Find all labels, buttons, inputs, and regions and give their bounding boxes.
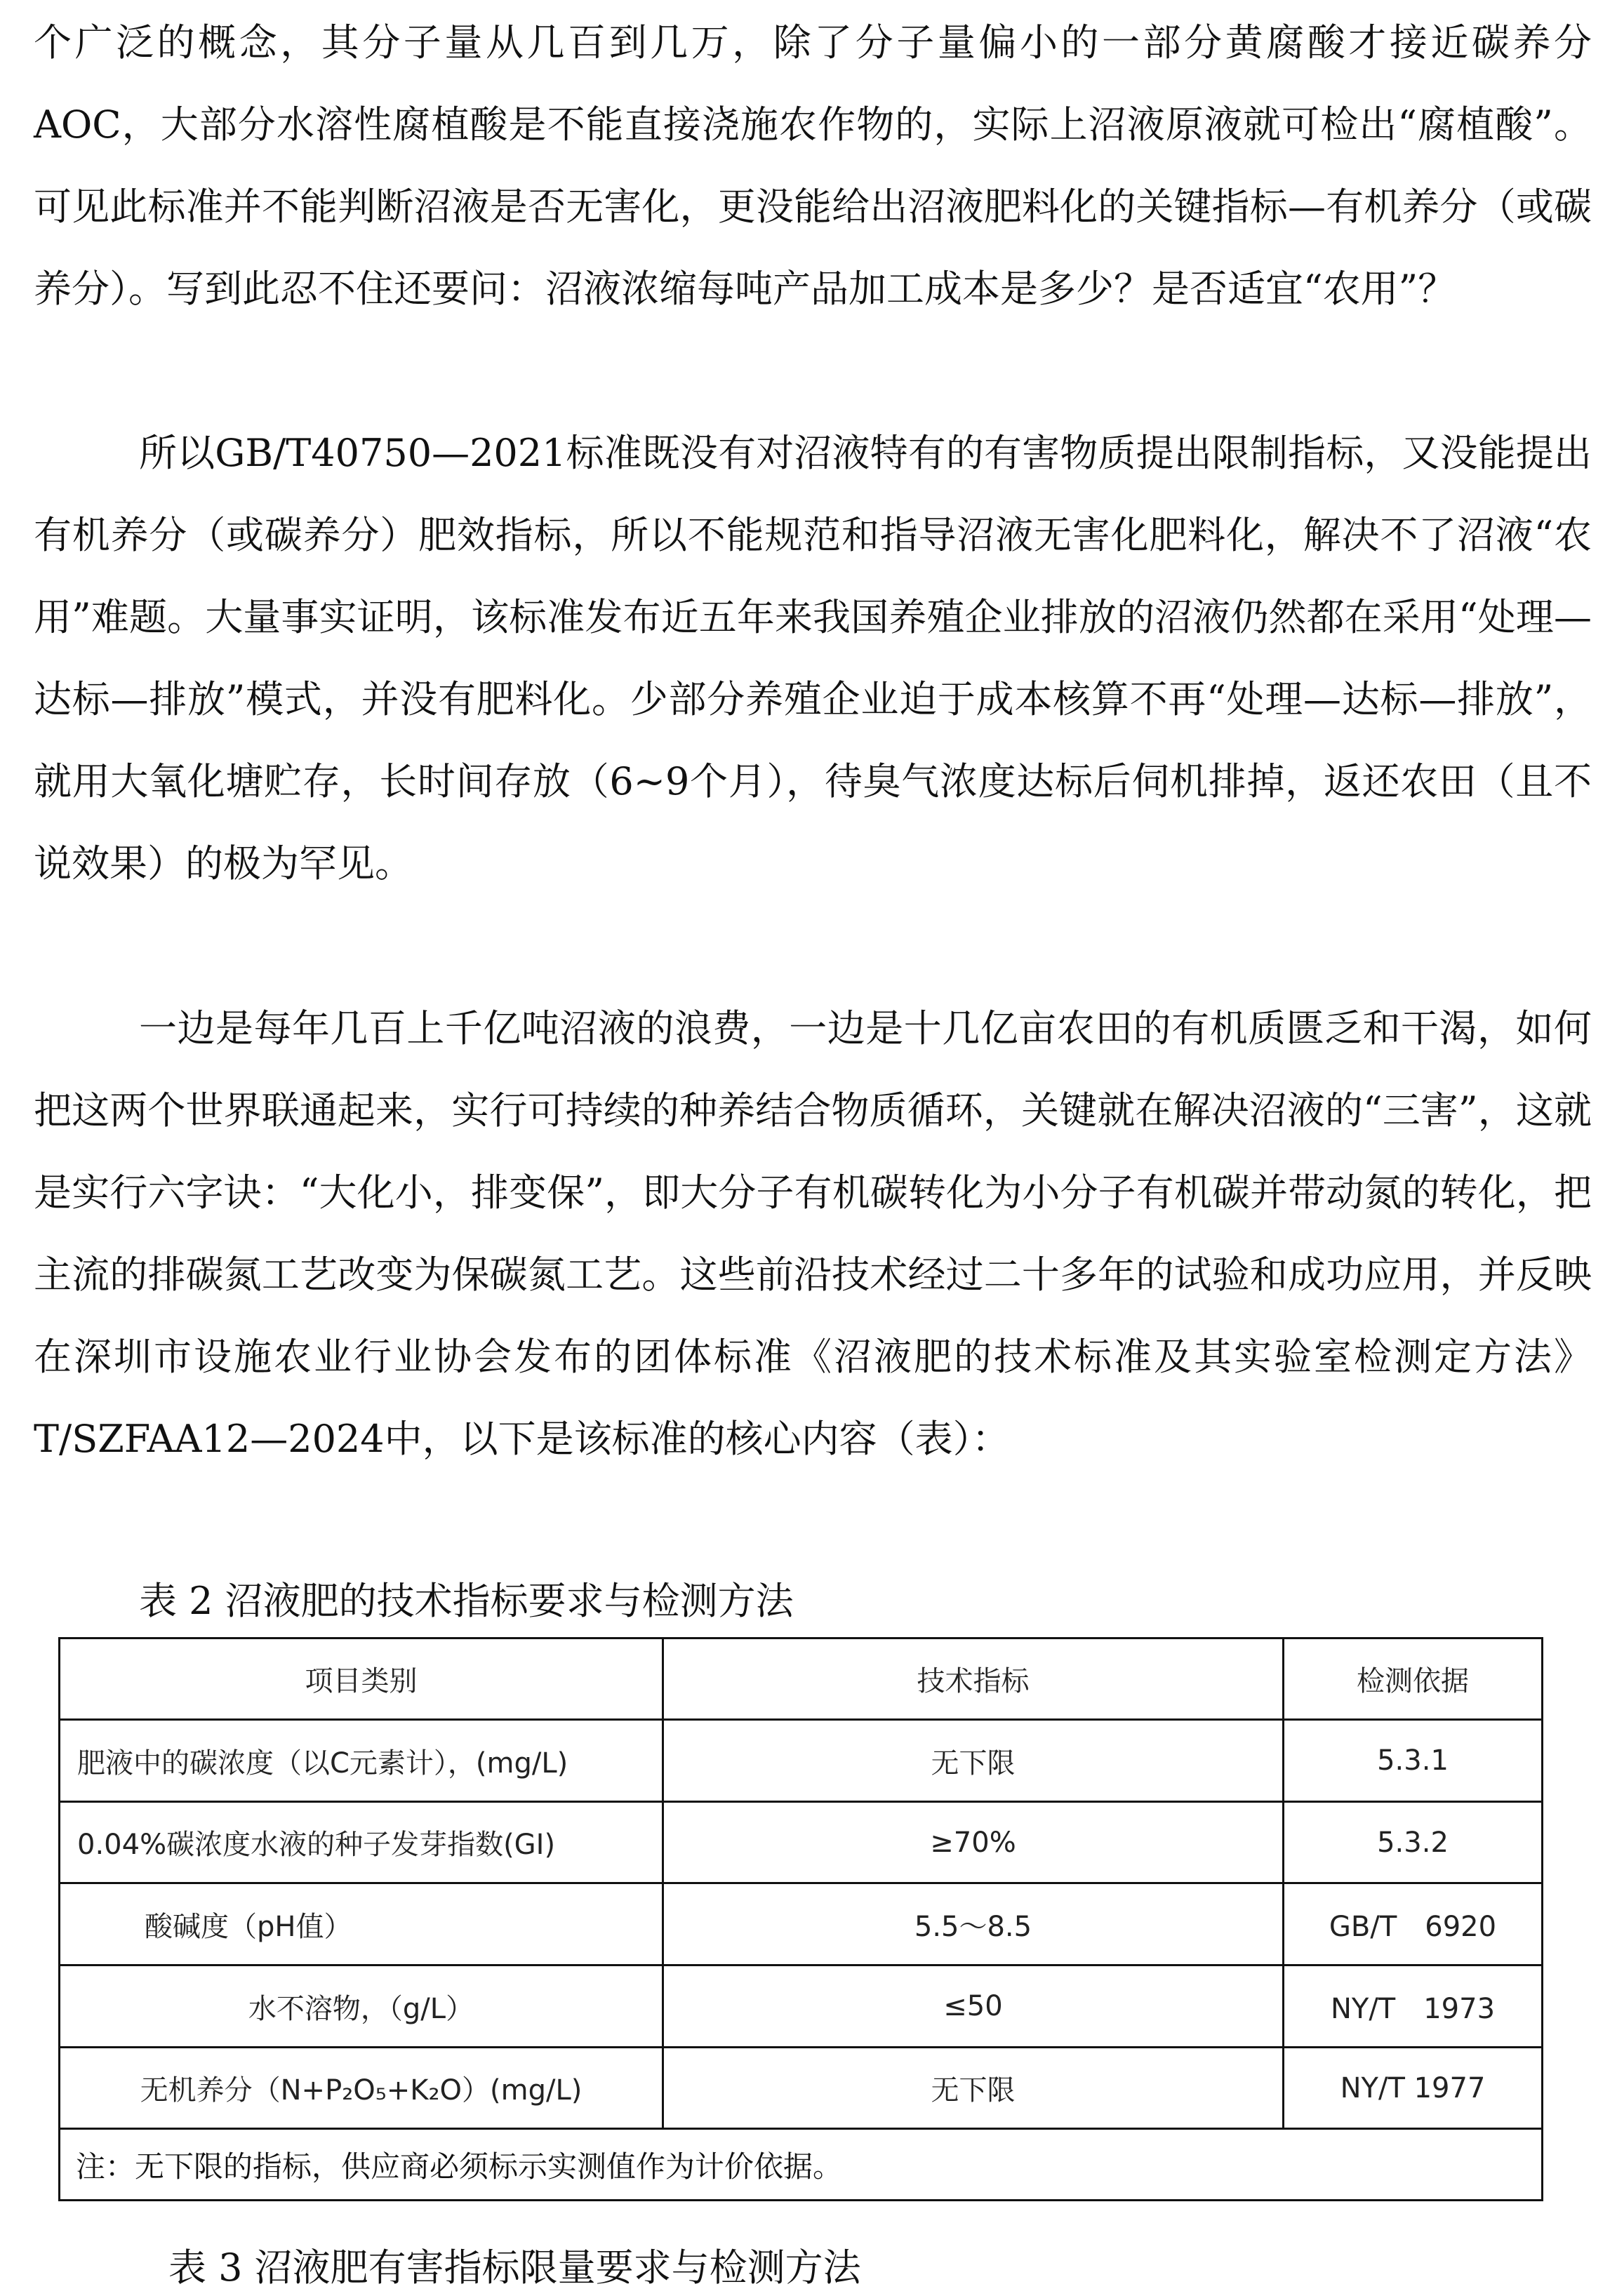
table-2-caption: 表 2 沼液肥的技术指标要求与检测方法: [139, 1579, 794, 1623]
row-category: 肥液中的碳浓度（以C元素计），(mg/L): [60, 1721, 664, 1801]
table-row: [60, 2048, 1541, 2130]
row-indicator: ≤50: [664, 1966, 1284, 2046]
table-header-row: [60, 1639, 1541, 1721]
header-category: 项目类别: [60, 1639, 664, 1718]
table-2: [58, 1637, 1543, 2201]
row-category: 水不溶物，（g/L）: [60, 1966, 664, 2046]
row-basis: NY/T 1973: [1330, 1992, 1496, 2025]
row-basis: NY/T 1977: [1340, 2071, 1486, 2104]
row-basis: 5.3.2: [1377, 1826, 1449, 1859]
row-category: 酸碱度（pH值）: [60, 1884, 664, 1964]
row-basis: GB/T 6920: [1329, 1910, 1497, 1943]
row-category: 无机养分（N+P₂O₅+K₂O）(mg/L): [60, 2048, 664, 2128]
row-category: 0.04%碳浓度水液的种子发芽指数(GI): [60, 1803, 664, 1882]
table-row: [60, 1884, 1541, 1966]
table-row: [60, 1803, 1541, 1884]
paragraph-1: 个广泛的概念，其分子量从几百到几万，除了分子量偏小的一部分黄腐酸才接近碳养分AOC，大部分水溶性腐植酸是不能直接浇施农作物的，实际上沼液原液就可检出“腐植酸”。可见此标准并不能判断沼液是否无害化，更没能给出沼液肥料化的关键指标—有机养分（或碳养分）。写到此忍不住还要问：沼液浓缩每吨产品加工成本是多少？是否适宜“农用”？: [34, 20, 1592, 311]
paragraph-3: 一边是每年几百上千亿吨沼液的浪费，一边是十几亿亩农田的有机质匮乏和干渴，如何把这两个世界联通起来，实行可持续的种养结合物质循环，关键就在解决沼液的“三害”，这就是实行六字诀：“大化小，排变保”，即大分子有机碳转化为小分子有机碳并带动氮的转化，把主流的排碳氮工艺改变为保碳氮工艺。这些前沿技术经过二十多年的试验和成功应用，并反映在深圳市设施农业行业协会发布的团体标准《沼液肥的技术标准及其实验室检测定方法》T/SZFAA12—2024中，以下是该标准的核心内容（表）：: [34, 1006, 1592, 1461]
row-basis: 5.3.1: [1377, 1744, 1449, 1777]
table-3-caption: 表 3 沼液肥有害指标限量要求与检测方法: [168, 2245, 861, 2290]
row-indicator: 无下限: [664, 1721, 1284, 1801]
table-row: [60, 1721, 1541, 1803]
header-indicator: 技术指标: [664, 1639, 1284, 1718]
paragraph-2: 所以GB/T40750—2021标准既没有对沼液特有的有害物质提出限制指标，又没能提出有机养分（或碳养分）肥效指标，所以不能规范和指导沼液无害化肥料化，解决不了沼液“农用”难题。大量事实证明，该标准发布近五年来我国养殖企业排放的沼液仍然都在采用“处理—达标—排放”模式，并没有肥料化。少部分养殖企业迫于成本核算不再“处理—达标—排放”，就用大氧化塘贮存，长时间存放（6~9个月），待臭气浓度达标后伺机排掉，返还农田（且不说效果）的极为罕见。: [34, 431, 1592, 886]
header-basis: 检测依据: [1357, 1665, 1469, 1697]
row-indicator: 无下限: [664, 2048, 1284, 2128]
table-note: 注：无下限的指标，供应商必须标示实测值作为计价依据。: [76, 2149, 843, 2184]
table-row: [60, 1966, 1541, 2048]
row-indicator: 5.5～8.5: [664, 1884, 1284, 1964]
row-indicator: ≥70%: [664, 1803, 1284, 1882]
